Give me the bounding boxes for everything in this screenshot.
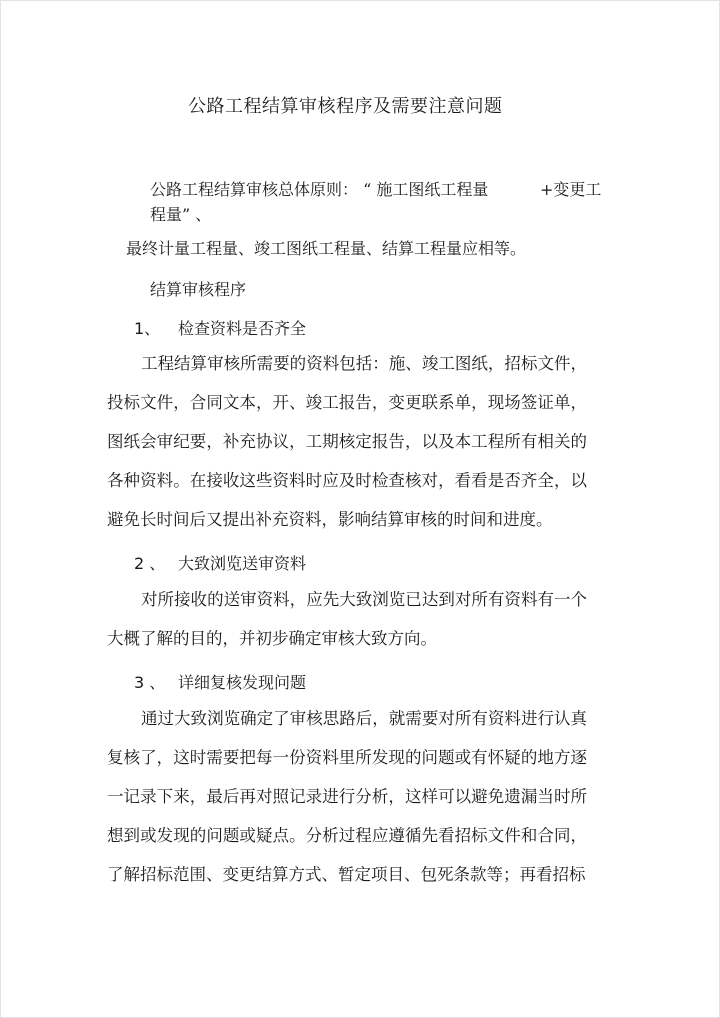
step-number: 3 、 (134, 673, 166, 692)
step-number: 2 、 (134, 554, 166, 573)
principle-line-1-end: +变更工 (540, 180, 602, 199)
step-paragraph: 工程结算审核所需要的资料包括：施、竣工图纸，招标文件，投标文件，合同文本，开、竣工报告，变更联系单，现场签证单，图纸会审纪要，补充协议，工期核定报告，以及本工程所有相关的各种资料。在接收这些资料时应及时检查核对，看看是否齐全，以避免长时间后又提出补充资料，影响结算审核的时间和进度。 (107, 354, 587, 529)
step-heading (134, 670, 306, 693)
principle-line-1-continued: 程量” 、 (150, 205, 212, 224)
step-paragraph: 对所接收的送审资料，应先大致浏览已达到对所有资料有一个大概了解的目的，并初步确定审核大致方向。 (107, 590, 587, 648)
step-title: 检查资料是否齐全 (178, 319, 307, 338)
step-heading (134, 551, 306, 574)
step-heading (134, 316, 306, 339)
step-number: 1、 (134, 319, 161, 338)
document-title: 公路工程结算审核程序及需要注意问题 (188, 96, 503, 117)
section-title: 结算审核程序 (150, 280, 247, 299)
step-paragraph: 通过大致浏览确定了审核思路后，就需要对所有资料进行认真复核了，这时需要把每一份资料里所发现的问题或有怀疑的地方逐一记录下来，最后再对照记录进行分析，这样可以避免遗漏当时所想到或发现的问题或疑点。分析过程应遵循先看招标文件和合同，了解招标范围、变更结算方式、暂定项目、包死条款等；再看招标 (107, 709, 587, 884)
step-title: 大致浏览送审资料 (178, 554, 307, 573)
principle-line-1: 公路工程结算审核总体原则： “ 施工图纸工程量 (150, 180, 489, 199)
principle-line-2: 最终计量工程量、竣工图纸工程量、结算工程量应相等。 (126, 239, 527, 258)
step-title: 详细复核发现问题 (178, 673, 307, 692)
